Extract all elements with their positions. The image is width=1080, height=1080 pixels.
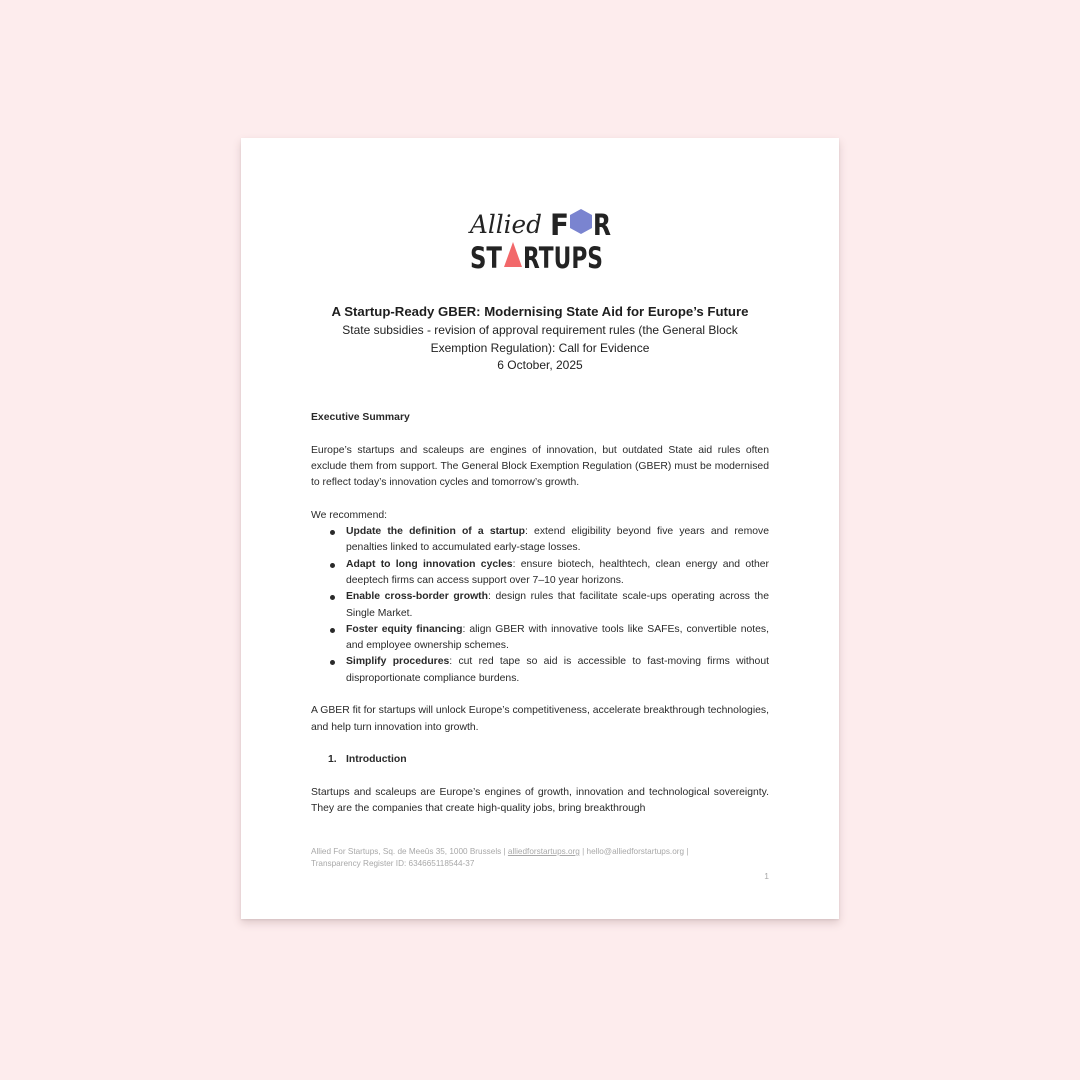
section-title: Introduction bbox=[346, 754, 407, 766]
document-subtitle-line1: State subsidies - revision of approval requirement rules (the General Block bbox=[342, 323, 738, 337]
document-date: 6 October, 2025 bbox=[497, 358, 583, 372]
executive-summary-heading: Executive Summary bbox=[311, 412, 410, 423]
recommendation-title: Update the definition of a startup bbox=[346, 526, 526, 538]
allied-for-startups-logo bbox=[241, 206, 839, 275]
page-footer bbox=[311, 846, 769, 870]
logo-letter: R bbox=[593, 208, 611, 242]
document-body bbox=[311, 410, 769, 817]
recommendation-text: : align GBER with innovative tools like SAFEs, convertible notes, and employee ownership schemes. bbox=[346, 623, 769, 652]
logo-script-text: Allied bbox=[468, 210, 542, 239]
footer-email: | hello@alliedforstartups.org | bbox=[582, 847, 689, 856]
introduction-heading bbox=[311, 752, 769, 768]
logo-triangle-icon bbox=[504, 242, 522, 267]
document-subtitle-line2: Exemption Regulation): Call for Evidence bbox=[430, 340, 650, 355]
logo-letter: F bbox=[550, 208, 569, 242]
logo-letters: ST bbox=[470, 241, 503, 275]
recommendation-item bbox=[346, 654, 769, 687]
document-page bbox=[241, 138, 839, 919]
recommendations-list bbox=[311, 524, 769, 687]
recommendation-text: : design rules that facilitate scale-ups operating across the Single Market. bbox=[346, 591, 769, 619]
footer-address: Allied For Startups, Sq. de Meeûs 35, 1000 Brussels | bbox=[311, 847, 506, 856]
footer-register: Transparency Register ID: 634665118544-37 bbox=[311, 859, 475, 868]
recommendation-text: : cut red tape so aid is accessible to fast-moving firms without disproportionate compliance burdens. bbox=[346, 656, 769, 684]
page-number: 1 bbox=[764, 871, 769, 881]
recommendation-title: Simplify procedures bbox=[346, 656, 450, 668]
recommendation-title: Foster equity financing bbox=[346, 623, 463, 635]
recommendation-item bbox=[346, 622, 769, 655]
title-block bbox=[311, 303, 769, 375]
section-number: 1. bbox=[328, 754, 337, 766]
executive-summary-conclusion: A GBER fit for startups will unlock Europe’s competitiveness, accelerate breakthrough technologies, and help turn innovation into growth. bbox=[311, 705, 769, 733]
recommendation-text: : ensure biotech, healthtech, clean energy and other deeptech firms can access support over 7–10 year horizons. bbox=[346, 558, 769, 586]
executive-summary-intro: Europe’s startups and scaleups are engines of innovation, but outdated State aid rules often exclude them from support. The General Block Exemption Regulation (GBER) must be modernised to reflect today’s innovation cycles and tomorrow’s growth. bbox=[311, 444, 769, 489]
recommendation-item bbox=[346, 589, 769, 622]
introduction-text: Startups and scaleups are Europe’s engines of growth, innovation and technological sovereignty. They are the companies that create high-quality jobs, bring breakthrough bbox=[311, 786, 769, 815]
recommendation-title: Adapt to long innovation cycles bbox=[346, 558, 513, 570]
recommendation-item bbox=[346, 524, 769, 557]
logo-letters: RTUPS bbox=[523, 241, 603, 275]
logo-hexagon-icon bbox=[570, 209, 592, 234]
document-title: A Startup-Ready GBER: Modernising State Aid for Europe’s Future bbox=[331, 304, 749, 319]
footer-website-link[interactable]: alliedforstartups.org bbox=[507, 847, 580, 856]
recommendation-item bbox=[346, 557, 769, 590]
recommendation-title: Enable cross-border growth bbox=[346, 591, 488, 603]
recommendation-text: : extend eligibility beyond five years and remove penalties linked to accumulated early-stage losses. bbox=[346, 526, 769, 554]
recommend-label: We recommend: bbox=[311, 509, 388, 521]
